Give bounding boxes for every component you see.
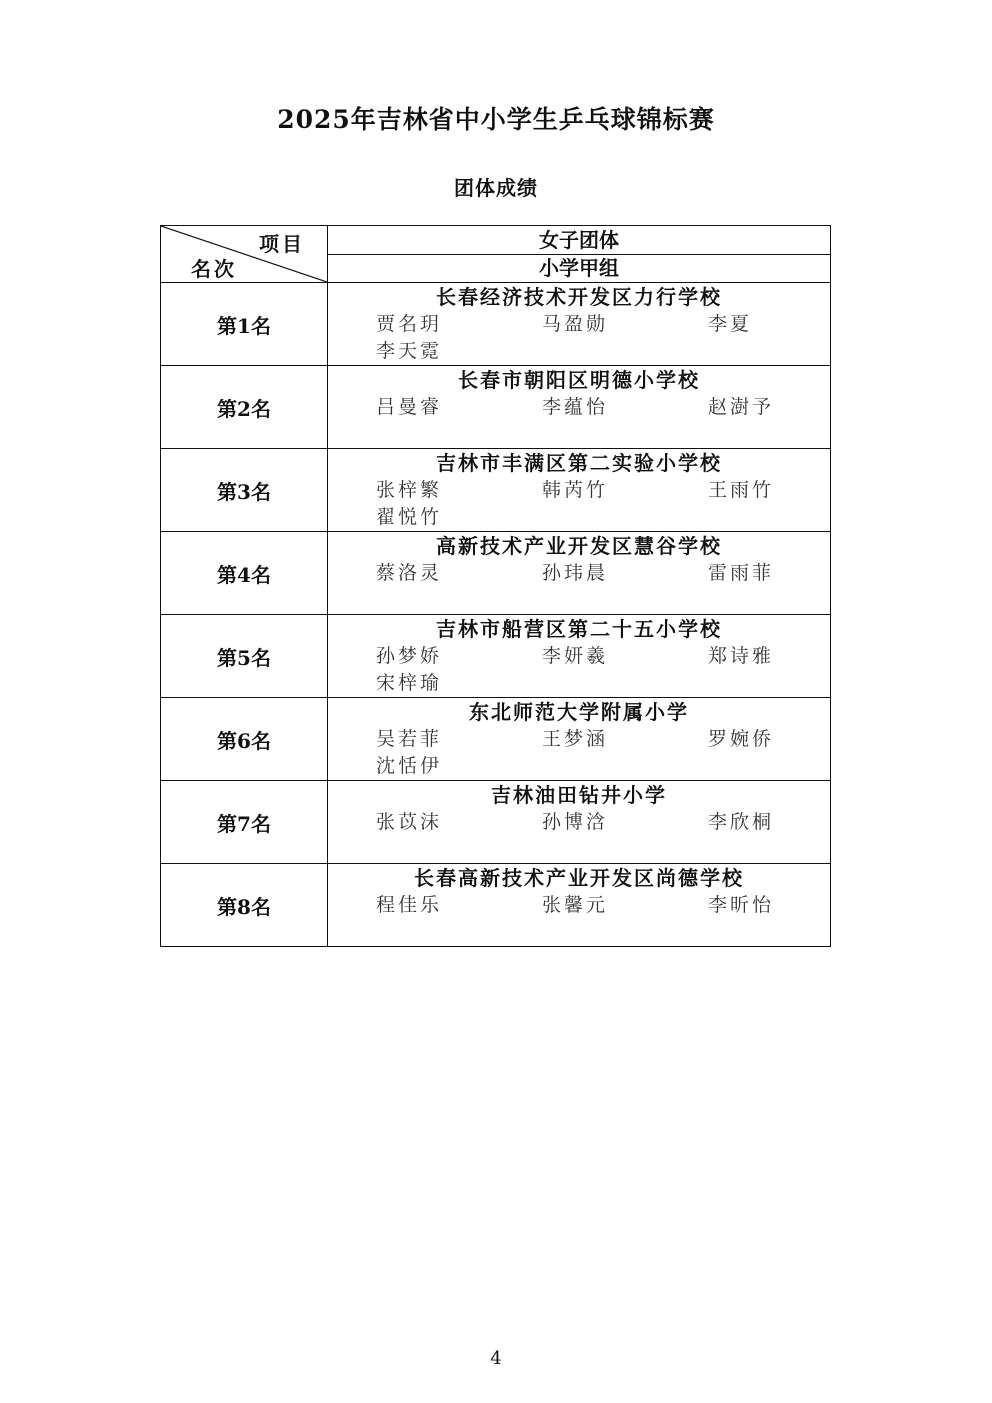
player-name: 李欣桐 [708, 811, 775, 833]
team-cell [328, 698, 831, 781]
player-list [328, 394, 830, 448]
table-row [161, 864, 831, 947]
player-name: 雷雨菲 [708, 562, 775, 584]
team-cell [328, 366, 831, 449]
page-number: 4 [490, 1348, 502, 1369]
rank-cell: 第6名 [161, 698, 328, 781]
player-name: 李天霓 [376, 340, 443, 362]
table-row [161, 366, 831, 449]
group-header: 小学甲组 [328, 254, 831, 283]
rank-cell: 第4名 [161, 532, 328, 615]
corner-label-rank: 名次 [191, 257, 237, 281]
school-name: 吉林市船营区第二十五小学校 [436, 617, 722, 641]
player-list [328, 477, 830, 531]
table-row [161, 698, 831, 781]
player-name: 韩芮竹 [542, 479, 609, 501]
player-list [328, 643, 830, 697]
player-list [328, 311, 830, 365]
rank-cell: 第3名 [161, 449, 328, 532]
player-name: 沈恬伊 [376, 755, 443, 777]
player-name: 张梓繁 [376, 479, 443, 501]
player-name: 李妍羲 [542, 645, 609, 667]
team-cell [328, 283, 831, 366]
team-cell [328, 532, 831, 615]
rank-cell: 第7名 [161, 781, 328, 864]
player-name: 孙玮晨 [542, 562, 609, 584]
rank-cell: 第8名 [161, 864, 328, 947]
school-name: 长春市朝阳区明德小学校 [458, 368, 700, 392]
document-title: 2025年吉林省中小学生乒乓球锦标赛 [277, 105, 715, 134]
table-row [161, 615, 831, 698]
school-name: 吉林油田钻井小学 [491, 783, 667, 807]
player-name: 张馨元 [542, 894, 609, 916]
document-subtitle: 团体成绩 [454, 176, 538, 200]
player-name: 吴若菲 [376, 728, 443, 750]
table-row [161, 532, 831, 615]
school-name: 长春高新技术产业开发区尚德学校 [414, 866, 744, 890]
player-name: 李蕴怡 [542, 396, 609, 418]
school-name: 东北师范大学附属小学 [469, 700, 689, 724]
player-list [328, 809, 830, 863]
rank-cell: 第5名 [161, 615, 328, 698]
rank-cell: 第1名 [161, 283, 328, 366]
player-list [328, 726, 830, 780]
player-name: 吕曼睿 [376, 396, 443, 418]
results-table [160, 225, 831, 947]
team-cell [328, 449, 831, 532]
player-list [328, 560, 830, 614]
team-cell [328, 864, 831, 947]
player-name: 孙博浛 [542, 811, 609, 833]
player-name: 赵澍予 [708, 396, 775, 418]
corner-label-event: 项目 [259, 232, 305, 256]
player-name: 孙梦娇 [376, 645, 443, 667]
event-header: 女子团体 [328, 226, 831, 255]
player-name: 罗婉侨 [708, 728, 775, 750]
rank-cell: 第2名 [161, 366, 328, 449]
player-name: 宋梓瑜 [376, 672, 443, 694]
table-row [161, 449, 831, 532]
player-name: 张苡沫 [376, 811, 443, 833]
player-name: 贾名玥 [376, 313, 443, 335]
header-row-event [161, 226, 831, 255]
player-name: 郑诗雅 [708, 645, 775, 667]
team-cell [328, 615, 831, 698]
player-name: 马盈勋 [542, 313, 609, 335]
school-name: 长春经济技术开发区力行学校 [436, 285, 722, 309]
school-name: 高新技术产业开发区慧谷学校 [436, 534, 722, 558]
player-name: 蔡洛灵 [376, 562, 443, 584]
school-name: 吉林市丰满区第二实验小学校 [436, 451, 722, 475]
player-name: 翟悦竹 [376, 506, 443, 528]
player-name: 李昕怡 [708, 894, 775, 916]
player-name: 程佳乐 [376, 894, 443, 916]
player-name: 王雨竹 [708, 479, 775, 501]
header-corner-cell [161, 226, 328, 283]
team-cell [328, 781, 831, 864]
table-row [161, 283, 831, 366]
player-list [328, 892, 830, 946]
player-name: 王梦涵 [542, 728, 609, 750]
table-row [161, 781, 831, 864]
player-name: 李夏 [708, 313, 753, 335]
